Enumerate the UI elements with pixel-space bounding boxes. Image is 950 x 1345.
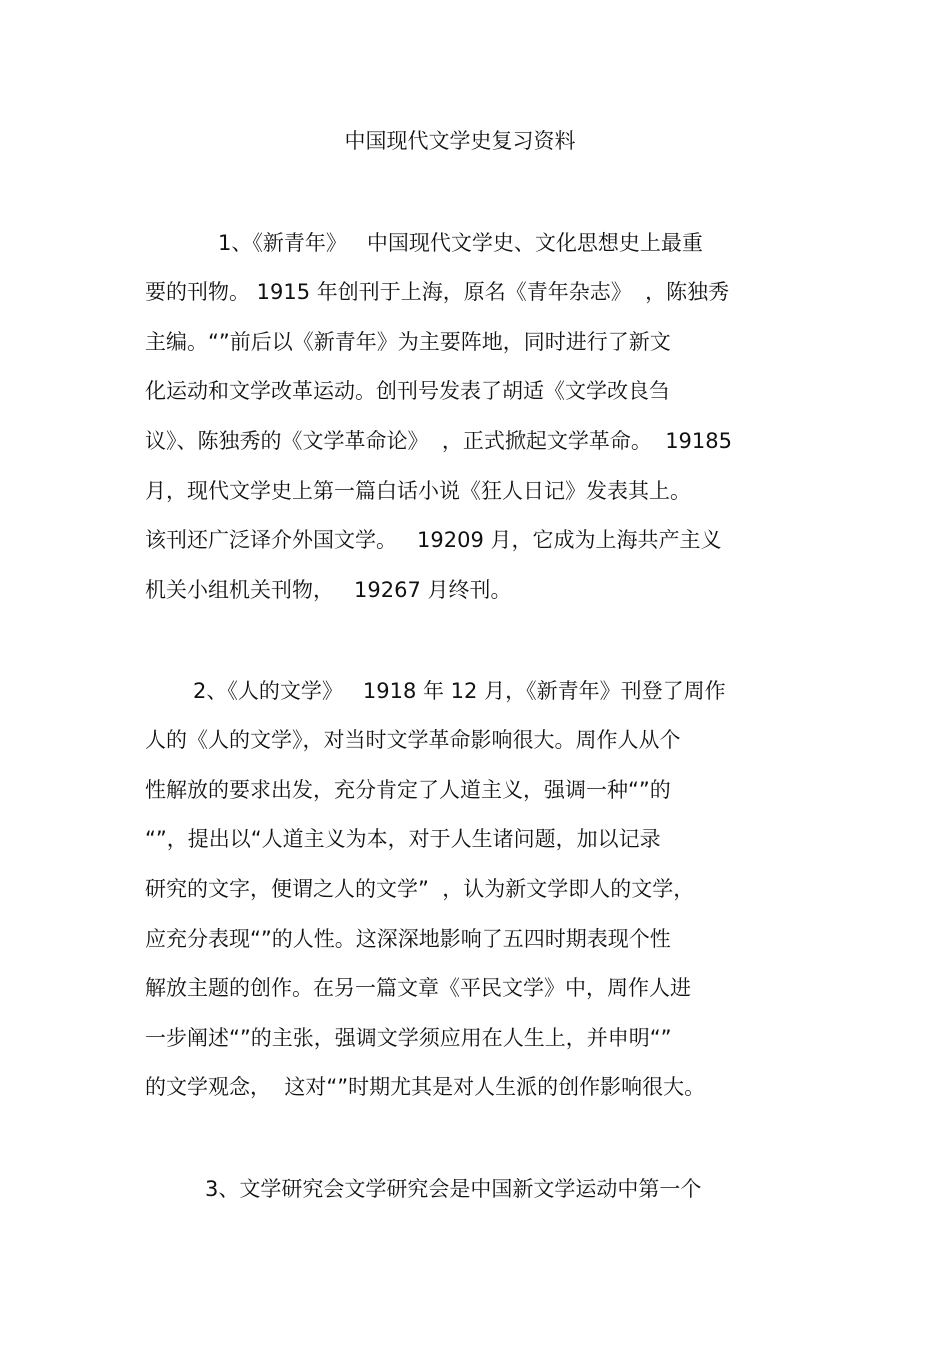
paragraph-line: 3、文学研究会文学研究会是中国新文学运动中第一个	[205, 1177, 702, 1201]
paragraph-line: 要的刊物。 1915 年创刊于上海，原名《青年杂志》 ，陈独秀	[145, 280, 730, 304]
paragraph-line: 人的《人的文学》，对当时文学革命影响很大。周作人从个	[145, 728, 681, 752]
paragraph-line: 的文学观念， 这对“”时期尤其是对人生派的创作影响很大。	[145, 1075, 706, 1099]
paragraph-line: 一步阐述“”的主张，强调文学须应用在人生上，并申明“”	[145, 1026, 672, 1050]
paragraph-line: 2、《人的文学》 1918 年 12 月，《新青年》刊登了周作	[193, 679, 726, 703]
paragraph-line: 1、《新青年》 中国现代文学史、文化思想史上最重	[218, 231, 703, 255]
paragraph-line: 机关小组机关刊物， 19267 月终刊。	[145, 578, 512, 602]
paragraph-line: “”，提出以“人道主义为本，对于人生诸问题，加以记录	[145, 827, 661, 851]
document-title: 中国现代文学史复习资料	[344, 129, 576, 153]
paragraph-line: 主编。“”前后以《新青年》为主要阵地，同时进行了新文	[145, 330, 671, 354]
paragraph-line: 议》、陈独秀的《文学革命论》 ，正式掀起文学革命。 19185	[145, 429, 733, 453]
paragraph-line: 应充分表现“”的人性。这深深地影响了五四时期表现个性	[145, 927, 671, 951]
paragraph-line: 解放主题的创作。在另一篇文章《平民文学》中，周作人进	[145, 976, 691, 1000]
paragraph-line: 化运动和文学改革运动。创刊号发表了胡适《文学改良刍	[145, 379, 670, 403]
paragraph-line: 研究的文字，便谓之人的文学” ，认为新文学即人的文学，	[145, 877, 695, 901]
paragraph-line: 性解放的要求出发，充分肯定了人道主义，强调一种“”的	[145, 778, 671, 802]
paragraph-line: 该刊还广泛译介外国文学。 19209 月，它成为上海共产主义	[145, 528, 722, 552]
paragraph-line: 月，现代文学史上第一篇白话小说《狂人日记》发表其上。	[145, 479, 691, 503]
